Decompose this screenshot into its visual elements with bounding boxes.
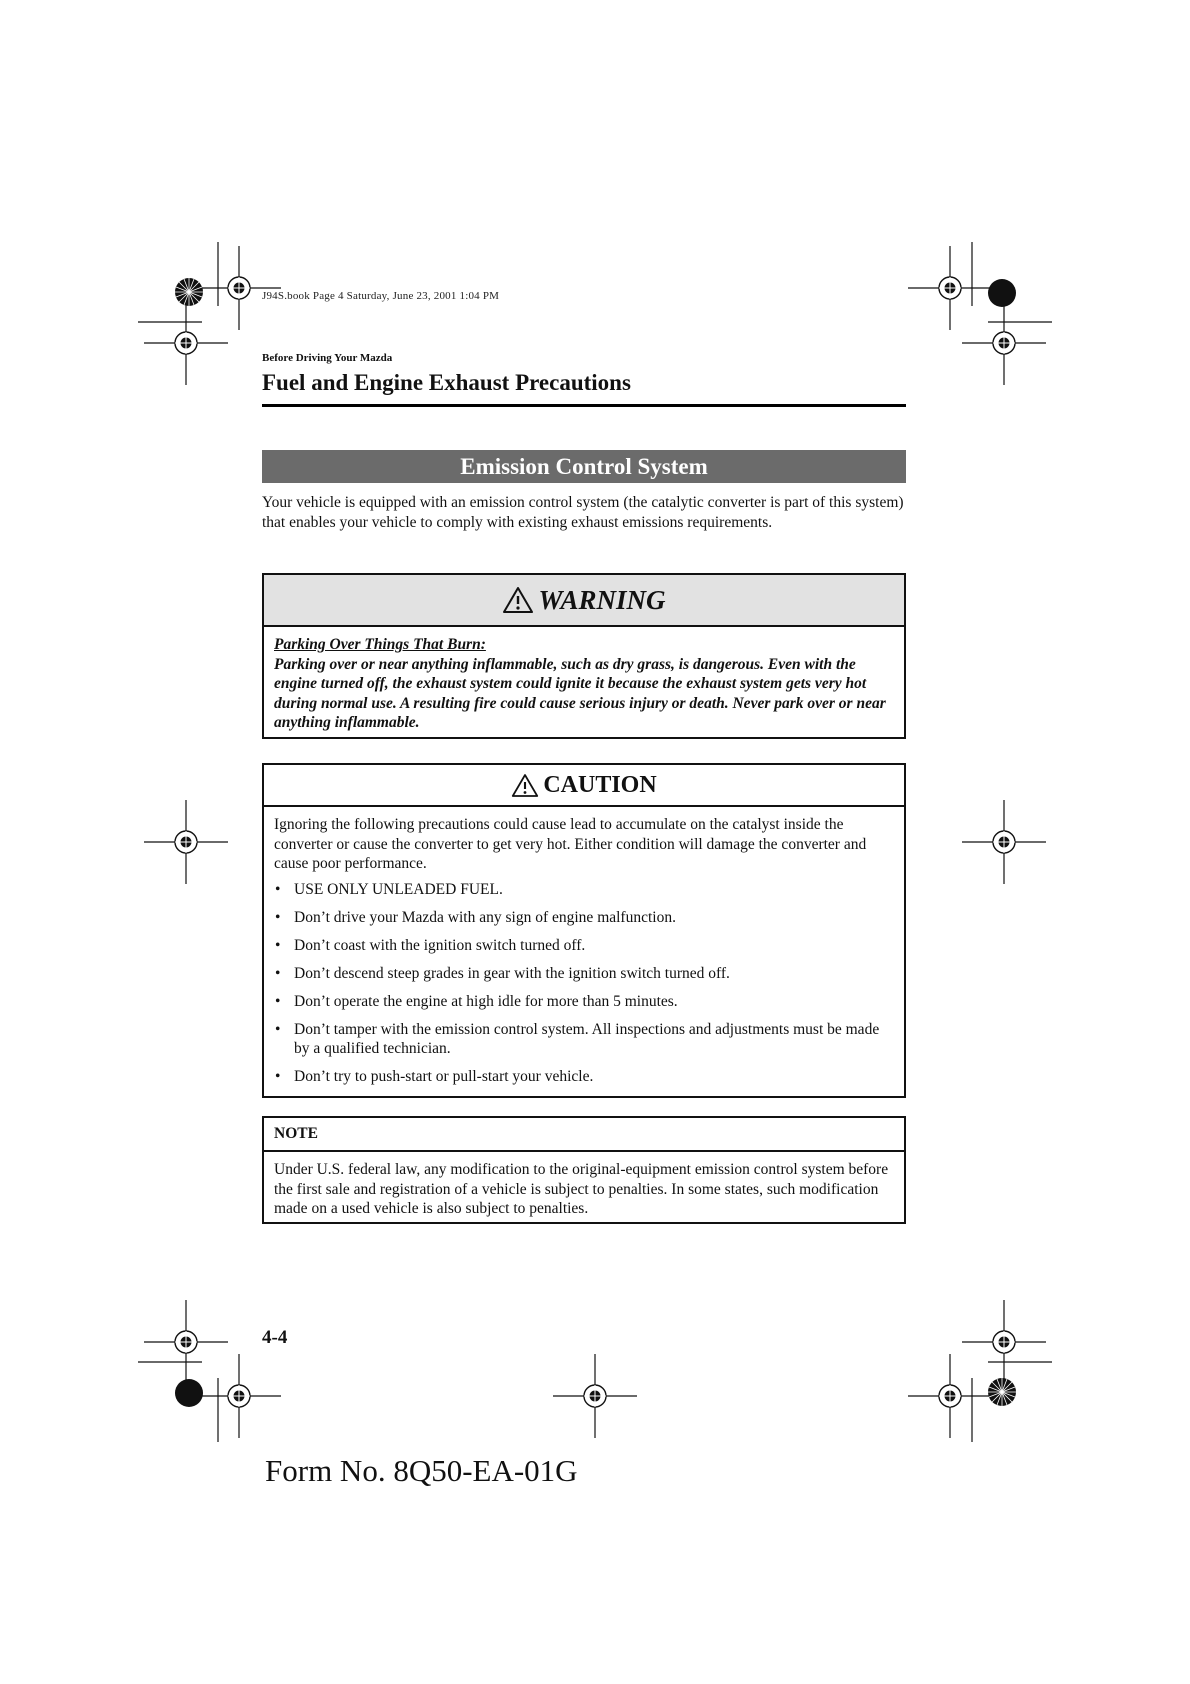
page-number: 4-4 xyxy=(262,1327,288,1348)
page-title: Fuel and Engine Exhaust Precautions xyxy=(262,370,631,395)
section-banner: Emission Control System xyxy=(262,450,906,483)
caution-label: CAUTION xyxy=(543,771,657,798)
print-file-info: J94S.book Page 4 Saturday, June 23, 2001 1:04 PM xyxy=(262,290,500,302)
warning-text: Parking over or near anything inflammable, such as dry grass, is dangerous. Even with the engine turned off, the exhaust system could ignite it because the exhaust system gets very hot during normal use. A resulting fire could cause serious injury or death. Never park over or near anything inflammable. xyxy=(274,655,886,731)
list-item: • Don’t drive your Mazda with any sign of engine malfunction. xyxy=(274,908,894,928)
warning-triangle-icon xyxy=(502,586,534,614)
title-divider xyxy=(262,404,906,407)
caution-intro: Ignoring the following precautions could cause lead to accumulate on the catalyst inside the converter or cause the converter to get very hot. Either condition will damage the converter and cause poor performance. xyxy=(274,816,867,872)
warning-header xyxy=(264,575,904,627)
list-item: • Don’t coast with the ignition switch turned off. xyxy=(274,936,894,956)
caution-list xyxy=(274,880,894,1087)
caution-box xyxy=(262,763,906,1098)
caution-header xyxy=(264,765,904,807)
warning-box xyxy=(262,573,906,739)
note-label: NOTE xyxy=(264,1118,904,1152)
section-label: Before Driving Your Mazda xyxy=(262,352,393,364)
warning-subtitle: Parking Over Things That Burn: xyxy=(274,636,486,653)
list-item: • Don’t try to push-start or pull-start your vehicle. xyxy=(274,1067,894,1087)
list-item: • Don’t operate the engine at high idle for more than 5 minutes. xyxy=(274,992,894,1012)
warning-label: WARNING xyxy=(538,584,666,615)
form-number: Form No. 8Q50-EA-01G xyxy=(265,1453,578,1488)
list-item: • Don’t tamper with the emission control system. All inspections and adjustments must be made by a qualified technician. xyxy=(274,1020,894,1059)
caution-triangle-icon xyxy=(511,773,539,798)
note-text: Under U.S. federal law, any modification to the original-equipment emission control system before the first sale and registration of a vehicle is subject to penalties. In some states, such modification made on a used vehicle is also subject to penalties. xyxy=(274,1161,889,1217)
note-box xyxy=(262,1116,906,1224)
intro-paragraph: Your vehicle is equipped with an emission control system (the catalytic converter is part of this system) that enables your vehicle to comply with existing exhaust emissions requirements. xyxy=(262,494,904,531)
list-item: • USE ONLY UNLEADED FUEL. xyxy=(274,880,894,900)
list-item: • Don’t descend steep grades in gear with the ignition switch turned off. xyxy=(274,964,894,984)
